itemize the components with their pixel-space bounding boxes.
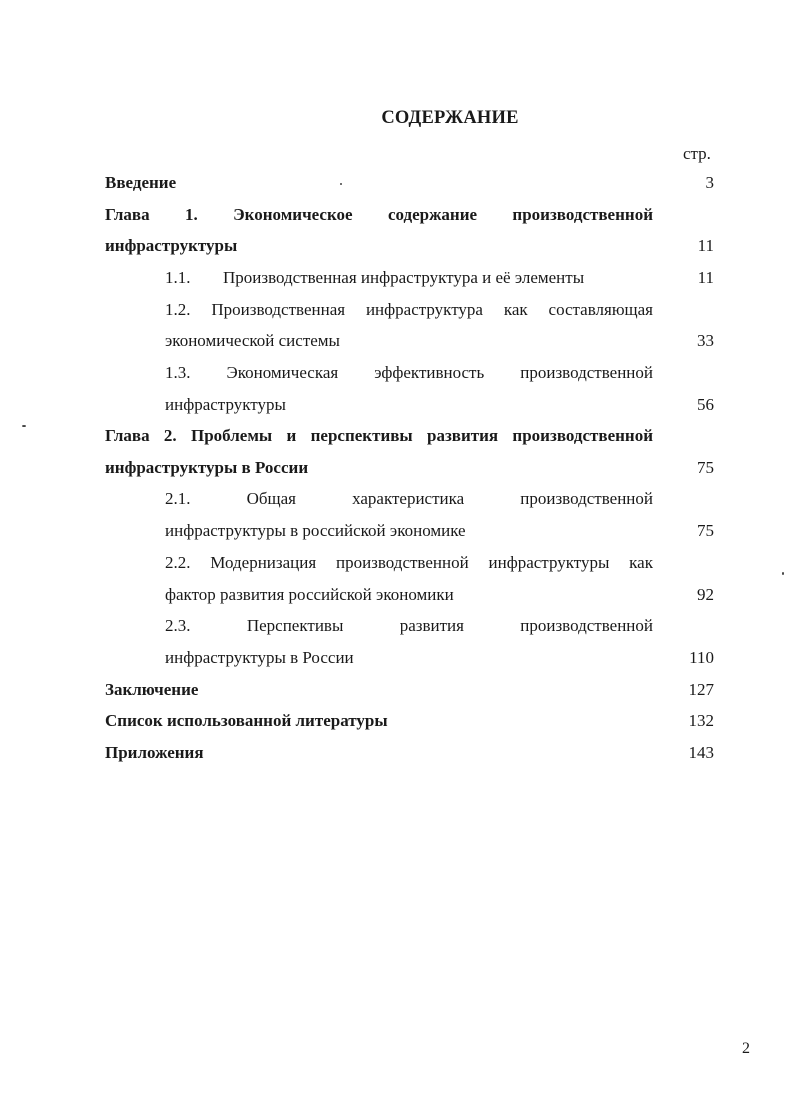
toc-section-2-2-line1: 2.2. Модернизация производственной инфраструктуры как — [165, 553, 653, 572]
scan-speck — [782, 572, 784, 575]
toc-section-1-3-page: 56 — [697, 395, 714, 414]
toc-chapter-2-line1: Глава 2. Проблемы и перспективы развития производственной — [105, 426, 653, 445]
toc-chapter-1-line1: Глава 1. Экономическое содержание производственной — [105, 205, 653, 224]
toc-section-1-1-label: Производственная инфраструктура и её элементы — [223, 268, 585, 287]
toc-section-2-1-line1: 2.1. Общая характеристика производственной — [165, 489, 653, 508]
toc-intro: Введение — [105, 173, 177, 192]
toc-chapter-2-page: 75 — [697, 458, 714, 477]
toc-section-2-1-page: 75 — [697, 521, 714, 540]
toc-section-1-2-page: 33 — [697, 331, 714, 350]
toc-appendices-page: 143 — [688, 743, 714, 762]
toc-chapter-1-page: 11 — [697, 236, 714, 255]
toc-section-2-1-line2: инфраструктуры в российской экономике — [165, 521, 466, 540]
toc-section-2-3-line2: инфраструктуры в России — [165, 648, 354, 667]
toc-bibliography: Список использованной литературы — [105, 711, 388, 730]
page-number: 2 — [742, 1040, 750, 1057]
toc-section-2-2-line2: фактор развития российской экономики — [165, 585, 454, 604]
toc-conclusion: Заключение — [105, 680, 199, 699]
toc-chapter-1-line2: инфраструктуры — [105, 236, 238, 255]
toc-appendices: Приложения — [105, 743, 204, 762]
toc-section-1-2-line2: экономической системы — [165, 331, 340, 350]
toc-intro-page: 3 — [705, 173, 714, 192]
toc-section-2-2-page: 92 — [697, 585, 714, 604]
scan-speck — [22, 425, 26, 427]
toc-bibliography-page: 132 — [688, 711, 714, 730]
toc-section-2-3-line1: 2.3. Перспективы развития производственной — [165, 616, 653, 635]
toc-section-1-1-page: 11 — [697, 268, 714, 287]
toc-section-1-2-line1: 1.2. Производственная инфраструктура как составляющая — [165, 300, 653, 319]
toc-chapter-2-line2: инфраструктуры в России — [105, 458, 309, 477]
page-column-label: стр. — [683, 144, 711, 163]
toc-conclusion-page: 127 — [688, 680, 714, 699]
toc-section-1-3-line1: 1.3. Экономическая эффективность производственной — [165, 363, 653, 382]
toc-section-1-1 — [165, 268, 653, 288]
toc-section-1-3-line2: инфраструктуры — [165, 395, 286, 414]
toc-section-1-1-number: 1.1. — [165, 268, 191, 287]
scan-speck — [340, 183, 342, 185]
toc-section-2-3-page: 110 — [689, 648, 714, 667]
page-title: СОДЕРЖАНИЕ — [381, 108, 519, 128]
